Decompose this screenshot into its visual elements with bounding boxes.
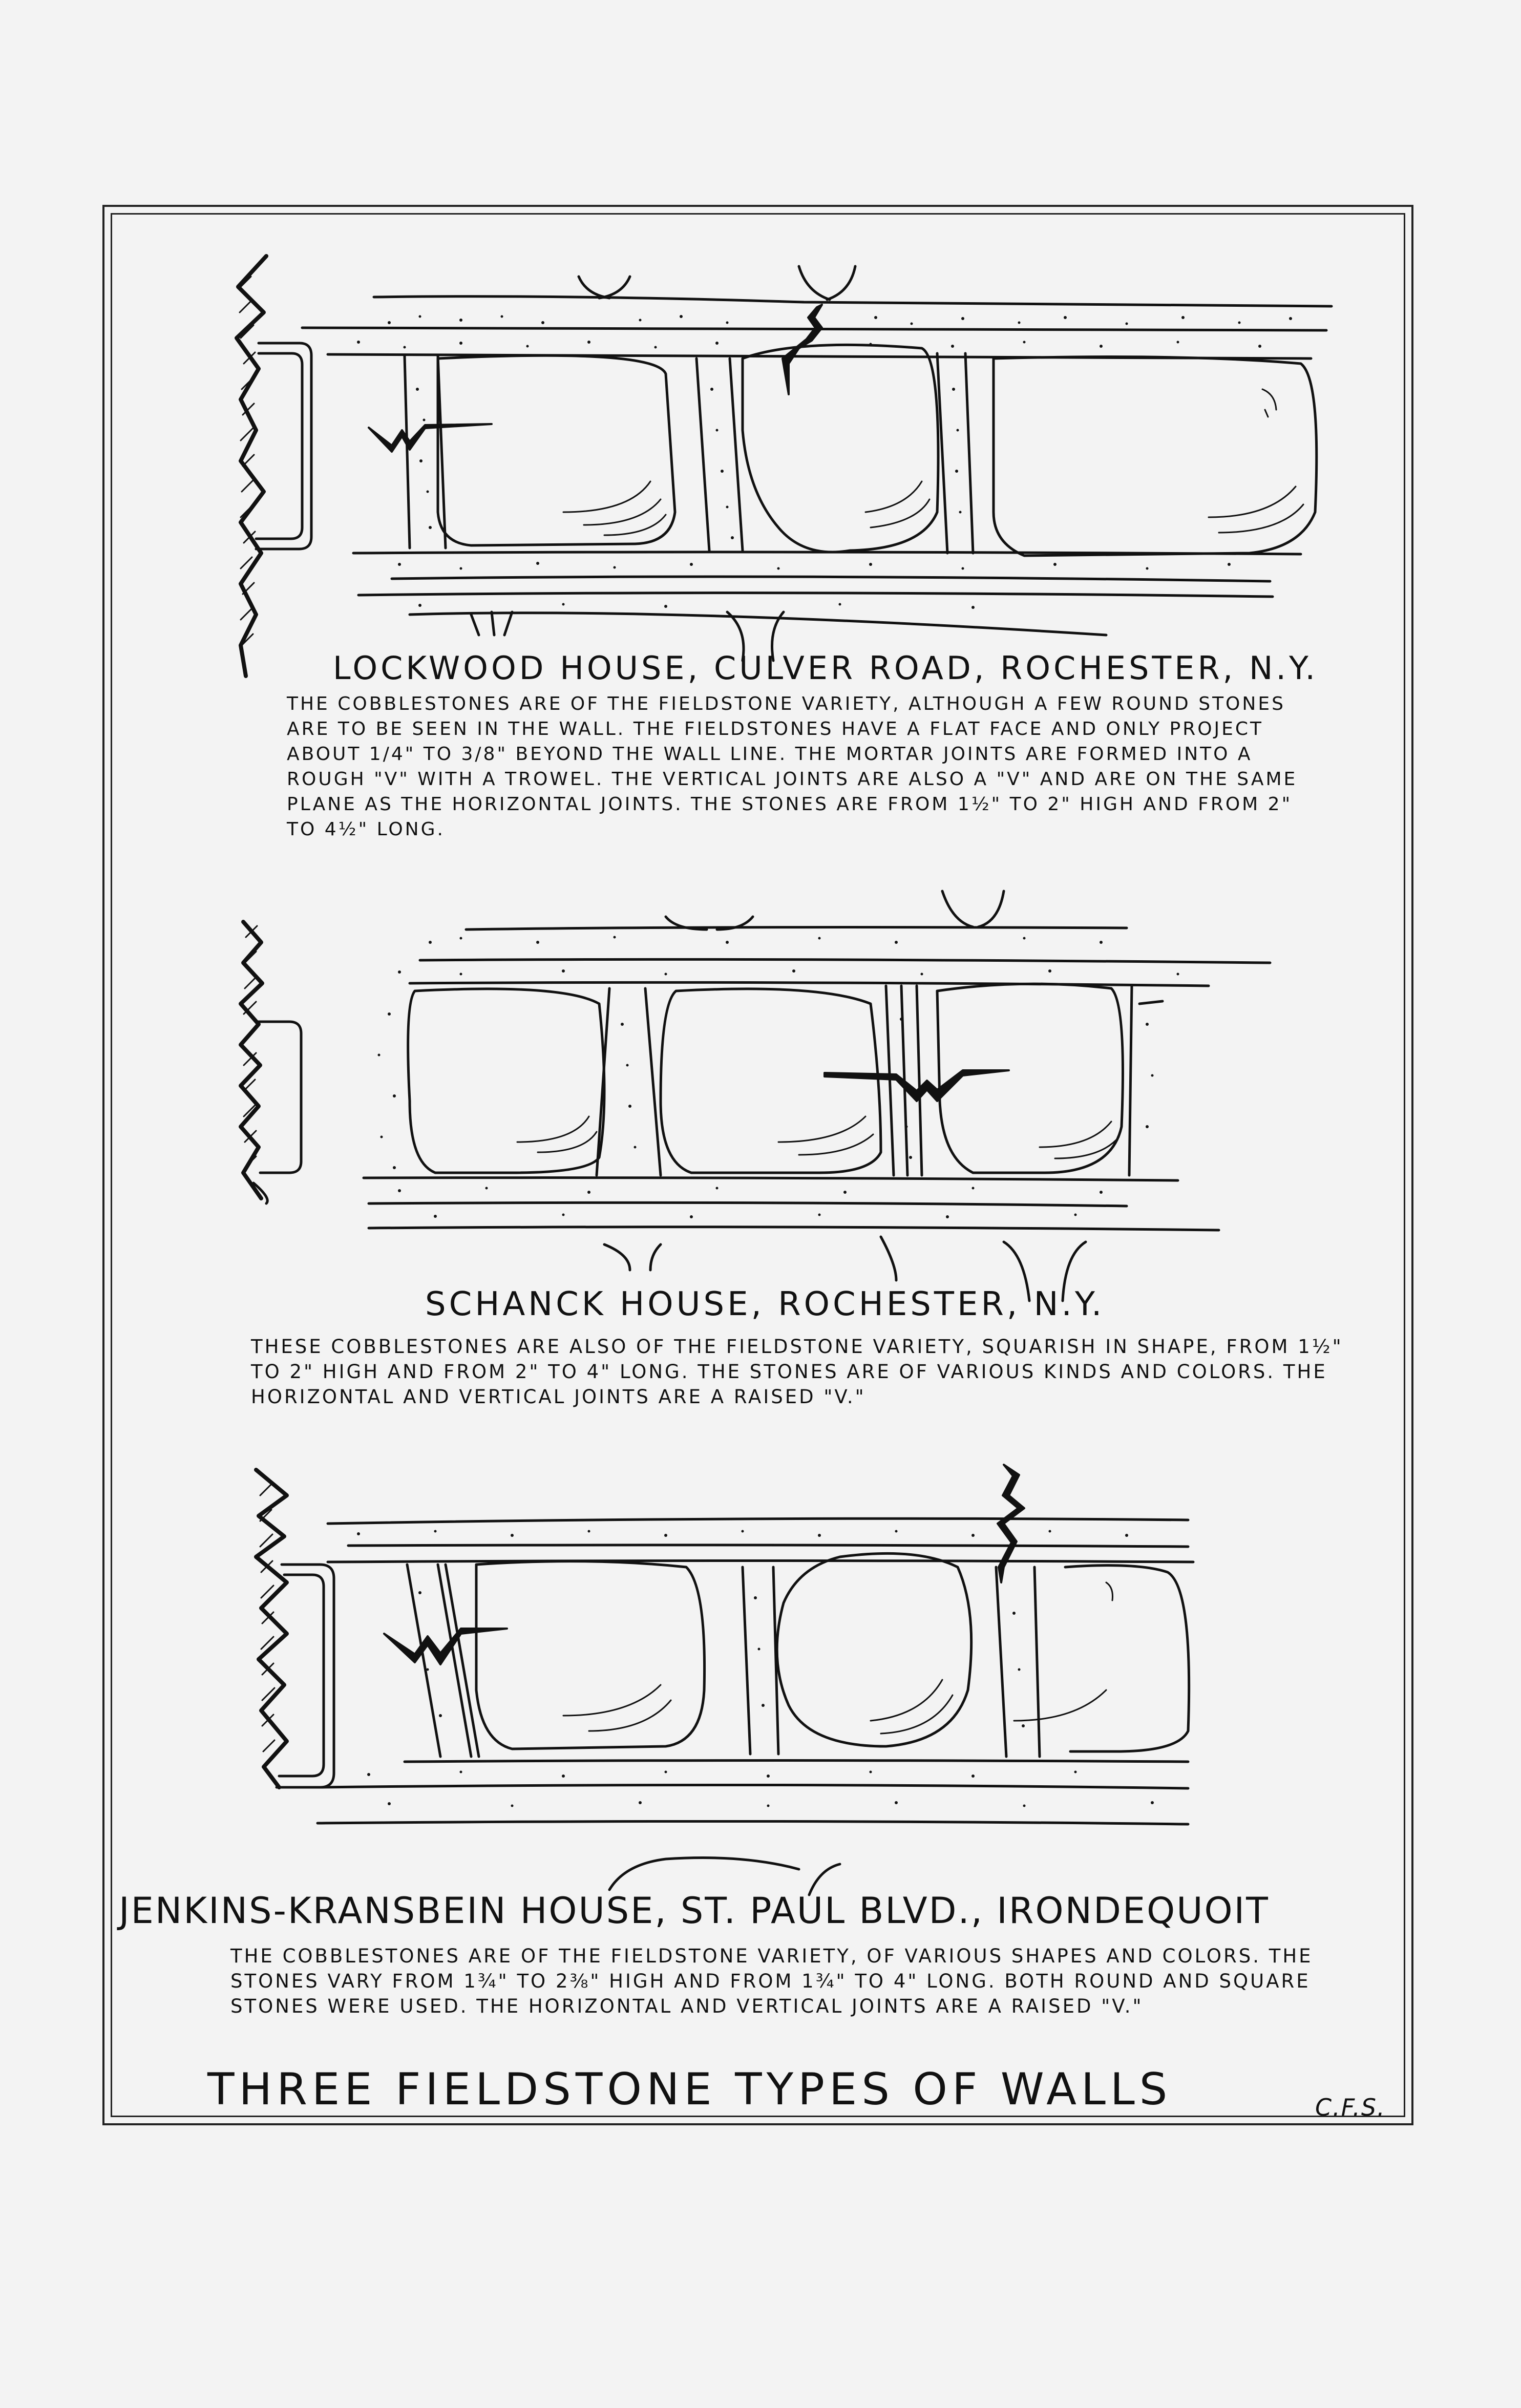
lockwood-wall-drawing: [225, 246, 1352, 686]
jenkins-kransbein-house-description: THE COBBLESTONES ARE OF THE FIELDSTONE VARIETY, OF VARIOUS SHAPES AND COLORS. THE STONES VARY FROM 1¾" TO 2⅜" HIGH AND FROM 1¾" TO 4" LONG. BOTH ROUND AND SQUARE STONES WERE USED. THE HORIZONTAL AND VERTICAL JOINTS ARE A RAISED "V.": [230, 1945, 1313, 2017]
schanck-wall-drawing: [225, 881, 1352, 1285]
artist-initials: C.F.S.: [1315, 2094, 1386, 2121]
schanck-house-title: SCHANCK HOUSE, ROCHESTER, N.Y.: [425, 1285, 1105, 1323]
sheet-title: THREE FIELDSTONE TYPES OF WALLS: [207, 2064, 1172, 2115]
jenkins-kransbein-house-title: JENKINS-KRANSBEIN HOUSE, ST. PAUL BLVD., IRONDEQUOIT: [119, 1890, 1270, 1932]
lockwood-house-title: LOCKWOOD HOUSE, CULVER ROAD, ROCHESTER, N.Y.: [333, 649, 1319, 687]
lockwood-house-description: THE COBBLESTONES ARE OF THE FIELDSTONE VARIETY, ALTHOUGH A FEW ROUND STONES ARE TO BE SEEN IN THE WALL. THE FIELDSTONES HAVE A FLAT FACE AND ONLY PROJECT ABOUT 1/4" TO 3/8" BEYOND THE WALL LINE. THE MORTAR JOINTS ARE FORMED INTO A ROUGH "V" WITH A TROWEL. THE VERTICAL JOINTS ARE ALSO A "V" AND ARE ON THE SAME PLANE AS THE HORIZONTAL JOINTS. THE STONES ARE FROM 1½" TO 2" HIGH AND FROM 2" TO 4½" LONG.: [287, 693, 1298, 840]
jenkins-kransbein-wall-drawing: [225, 1454, 1352, 1895]
schanck-house-description: THESE COBBLESTONES ARE ALSO OF THE FIELDSTONE VARIETY, SQUARISH IN SHAPE, FROM 1½" TO 2" HIGH AND FROM 2" TO 4" LONG. THE STONES ARE OF VARIOUS KINDS AND COLORS. THE HORIZONTAL AND VERTICAL JOINTS ARE A RAISED "V.": [251, 1336, 1343, 1408]
